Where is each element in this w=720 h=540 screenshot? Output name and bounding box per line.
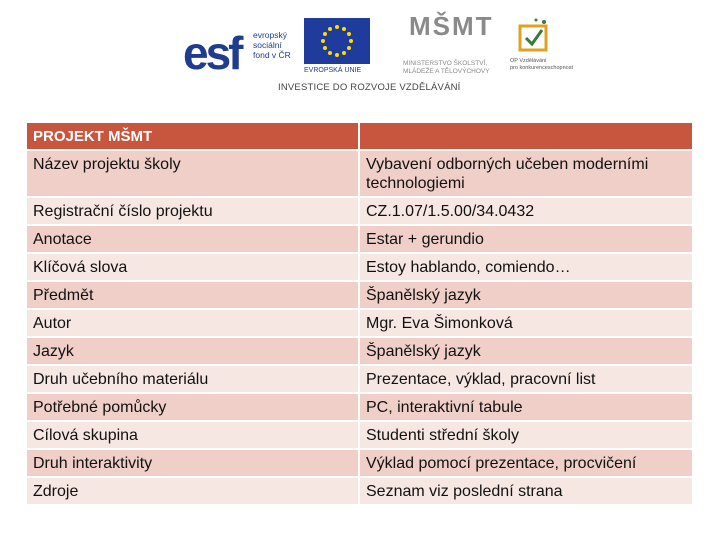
table-row: [26, 309, 693, 337]
row-label: Anotace: [26, 225, 359, 253]
table-row: [26, 197, 693, 225]
msmt-text-line: MINISTERSTVO ŠKOLSTVÍ,: [403, 60, 488, 67]
row-value: Výklad pomocí prezentace, procvičení: [359, 449, 693, 477]
esf-logo: [183, 16, 298, 79]
row-label: Cílová skupina: [26, 421, 359, 449]
op-text-line: pro konkurenceschopnost: [510, 65, 573, 71]
esf-text: [253, 30, 301, 60]
msmt-logo: [403, 11, 494, 80]
row-value: Studenti střední školy: [359, 421, 693, 449]
esf-text-line: sociální: [253, 40, 282, 50]
row-label: Druh učebního materiálu: [26, 365, 359, 393]
table-row: [26, 253, 693, 281]
msmt-text: [403, 60, 493, 76]
eu-flag-icon: [304, 18, 370, 64]
table-row: [26, 150, 693, 197]
table-row: [26, 477, 693, 505]
project-info-table: [25, 121, 694, 506]
esf-text-line: evropský: [253, 30, 288, 40]
row-value: Španělský jazyk: [359, 281, 693, 309]
row-label: Klíčová slova: [26, 253, 359, 281]
row-label: Autor: [26, 309, 359, 337]
row-value: CZ.1.07/1.5.00/34.0432: [359, 197, 693, 225]
table-row: [26, 449, 693, 477]
table-row: [26, 225, 693, 253]
eu-logo: [304, 18, 372, 78]
msmt-text-line: MLÁDEŽE A TĚLOVÝCHOVY: [403, 68, 490, 75]
row-value: PC, interaktivní tabule: [359, 393, 693, 421]
table-row: [26, 421, 693, 449]
msmt-mark: MŠMT: [409, 11, 494, 41]
esf-text-line: fond v ČR: [253, 50, 291, 60]
op-text-line: OP Vzdělávání: [510, 58, 547, 64]
row-label: Jazyk: [26, 337, 359, 365]
investice-tagline: INVESTICE DO ROZVOJE VZDĚLÁVÁNÍ: [278, 82, 461, 93]
row-label: Registrační číslo projektu: [26, 197, 359, 225]
table-row: [26, 281, 693, 309]
eu-text: EVROPSKÁ UNIE: [304, 67, 362, 74]
table-header-row: [26, 122, 693, 150]
table-row: [26, 365, 693, 393]
row-value: Prezentace, výklad, pracovní list: [359, 365, 693, 393]
row-value: Španělský jazyk: [359, 337, 693, 365]
op-logo-icon: [514, 16, 554, 56]
row-label: Potřebné pomůcky: [26, 393, 359, 421]
row-label: Předmět: [26, 281, 359, 309]
op-text: [510, 58, 580, 72]
table-row: [26, 337, 693, 365]
row-value: Seznam viz poslední strana: [359, 477, 693, 505]
row-value: Estoy hablando, comiendo…: [359, 253, 693, 281]
row-value: Estar + gerundio: [359, 225, 693, 253]
table-header-cell: [359, 122, 693, 150]
row-label: Druh interaktivity: [26, 449, 359, 477]
row-value: Vybavení odborných učeben moderními technologiemi: [359, 150, 693, 197]
table-row: [26, 393, 693, 421]
table-header-cell: PROJEKT MŠMT: [26, 122, 359, 150]
esf-letters: esf: [183, 27, 241, 79]
row-label: Zdroje: [26, 477, 359, 505]
row-value: Mgr. Eva Šimonková: [359, 309, 693, 337]
op-logo: [508, 16, 578, 80]
row-label: Název projektu školy: [26, 150, 359, 197]
